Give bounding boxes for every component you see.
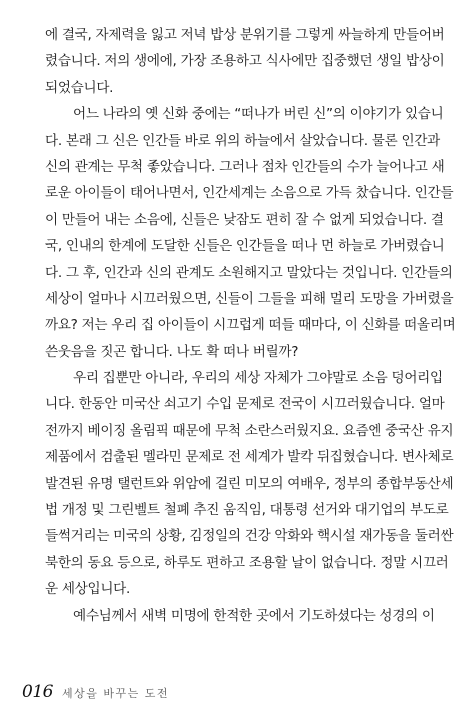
- text-line: 다. 본래 그 신은 인간들 바로 위의 하늘에서 살았습니다. 물론 인간과: [45, 132, 440, 149]
- text-line: 되었습니다.: [45, 79, 114, 96]
- text-line: 우리 집뿐만 아니라, 우리의 세상 자체가 그야말로 소음 덩어리입: [73, 370, 443, 387]
- text-line: 에 결국, 자제력을 잃고 저녁 밥상 분위기를 그렇게 싸늘하게 만들어버: [45, 27, 445, 43]
- text-line: 국, 인내의 한계에 도달한 신들은 인간들을 떠나 먼 하늘로 가버렸습니: [45, 238, 445, 255]
- text-line: 어느 나라의 옛 신화 중에는 “떠나가 버린 신”의 이야기가 있습니: [73, 106, 444, 123]
- paragraph: [45, 365, 454, 603]
- text-line: 이 만들어 내는 소음에, 신들은 낮잠도 편히 잘 수 없게 되었습니다. 결: [45, 211, 444, 228]
- text-line: 예수님께서 새벽 미명에 한적한 곳에서 기도하셨다는 성경의 이: [73, 607, 435, 624]
- running-title: 세상을 바꾸는 도전: [61, 687, 169, 700]
- text-line: 발견된 유명 탤런트와 위암에 걸린 미모의 여배우, 정부의 종합부동산세: [45, 475, 454, 492]
- text-line: 운 세상입니다.: [45, 581, 131, 598]
- text-line: 니다. 한동안 미국산 쇠고기 수입 문제로 전국이 시끄러웠습니다. 얼마: [45, 396, 445, 413]
- text-line: 북한의 동요 등으로, 하루도 편하고 조용할 날이 없습니다. 정말 시끄러: [45, 554, 449, 571]
- text-line: 다. 그 후, 인간과 신의 관계도 소원해지고 말았다는 것입니다. 인간들의: [45, 264, 453, 281]
- text-line: 까요? 저는 우리 집 아이들이 시끄럽게 떠들 때마다, 이 신화를 떠올리며: [45, 317, 456, 334]
- text-line: 제품에서 검출된 멜라민 문제로 전 세계가 발칵 뒤집혔습니다. 변사체로: [45, 449, 454, 466]
- paragraph: [45, 603, 440, 629]
- text-line: 법 개정 및 그린벨트 철폐 추진 움직임, 대통령 선거와 대기업의 부도로: [45, 502, 449, 519]
- paragraph: [45, 101, 456, 365]
- text-line: 쓴웃음을 짓곤 합니다. 나도 확 떠나 버릴까?: [45, 343, 299, 360]
- page-footer: [22, 682, 169, 704]
- text-line: 로운 아이들이 태어나면서, 인간세계는 소음으로 가득 찼습니다. 인간들: [45, 185, 454, 202]
- paragraph: [45, 22, 445, 101]
- text-line: 렸습니다. 저의 생에에, 가장 조용하고 식사에만 집중했던 생일 밥상이: [45, 53, 445, 70]
- page-number: 016: [22, 682, 53, 702]
- text-line: 신의 관계는 무척 좋았습니다. 그러나 점차 인간들의 수가 늘어나고 새: [45, 158, 445, 175]
- text-line: 세상이 얼마나 시끄러웠으면, 신들이 그들을 피해 멀리 도망을 가버렸을: [45, 290, 454, 307]
- body-text: [45, 22, 456, 629]
- text-line: 들썩거리는 미국의 상황, 김정일의 건강 악화와 핵시설 재가동을 둘러싼: [45, 528, 454, 545]
- text-line: 전까지 베이징 올림픽 때문에 무척 소란스러웠지요. 요즘엔 중국산 유지: [45, 422, 454, 439]
